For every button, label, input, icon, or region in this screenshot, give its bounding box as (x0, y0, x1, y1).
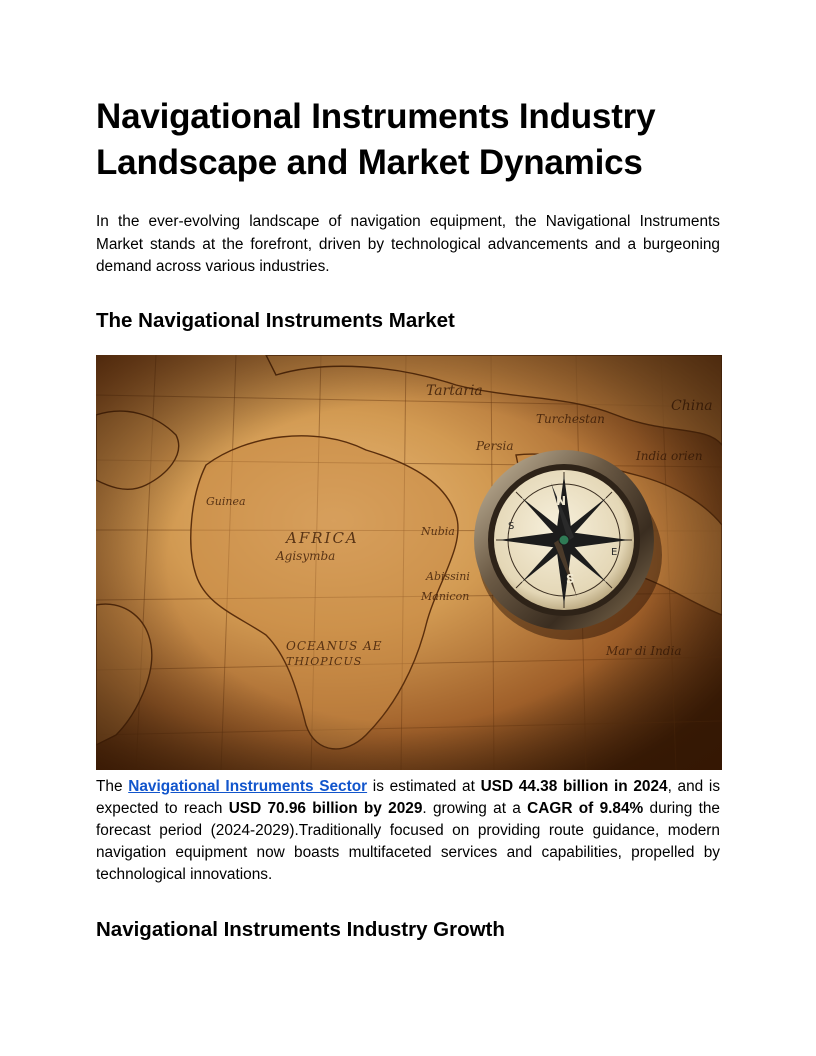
navigational-instruments-sector-link[interactable]: Navigational Instruments Sector (128, 777, 368, 795)
cagr-value: CAGR of 9.84% (527, 799, 644, 817)
para-text-1: is estimated at (367, 777, 481, 795)
market-size-2024: USD 44.38 billion in 2024 (480, 777, 668, 795)
market-size-paragraph (96, 776, 720, 886)
section-heading-market: The Navigational Instruments Market (96, 308, 455, 332)
map-compass-illustration (96, 355, 722, 770)
page-title: Navigational Instruments Industry Landscape and Market Dynamics (96, 97, 656, 182)
para-text-4: during the forecast period (2024-2029).Traditionally focused on providing route guidance, modern navigation equipment now boasts multifaceted services and capabilities, propelled by technological innovations. (96, 799, 720, 883)
map-compass-image (96, 355, 722, 770)
document-page (96, 94, 720, 944)
intro-paragraph: In the ever-evolving landscape of navigation equipment, the Navigational Instruments Market stands at the forefront, driven by technological advancements and a burgeoning demand across various industries. (96, 213, 720, 275)
market-size-2029: USD 70.96 billion by 2029 (228, 799, 423, 817)
section-heading-growth: Navigational Instruments Industry Growth (96, 917, 505, 941)
para-text-2: , and is expected to reach (96, 777, 721, 817)
para-text-lead: The (96, 777, 129, 795)
para-text-3: . growing at a (422, 799, 528, 817)
